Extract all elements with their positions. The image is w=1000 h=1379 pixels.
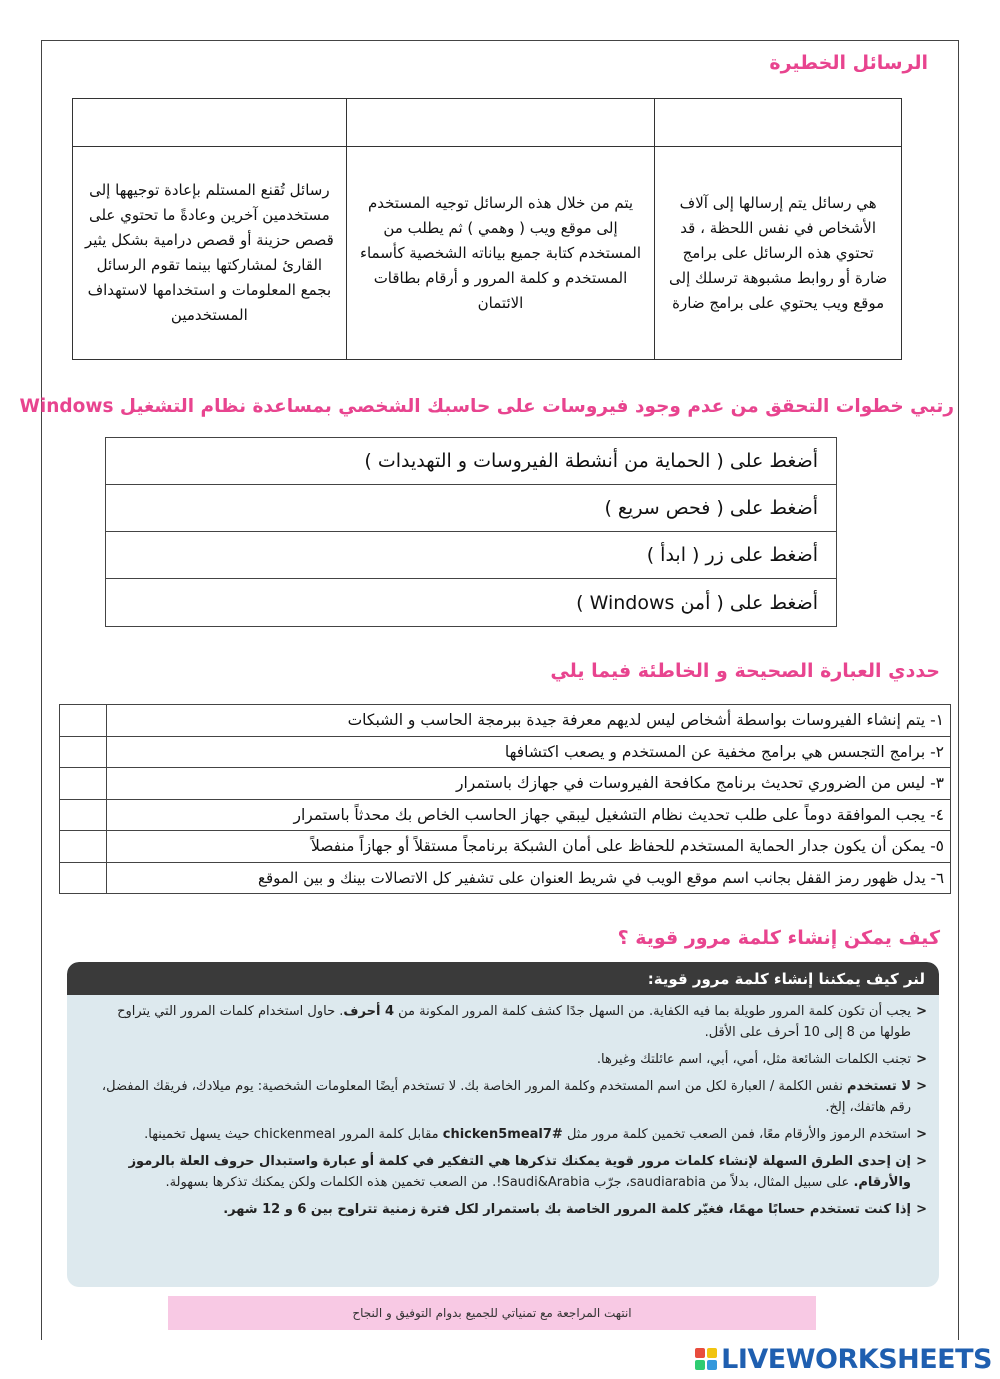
password-tips-list <box>67 995 939 1220</box>
tip-text: . حاول استخدام كلمات المرور التي يتراوح طولها من 8 إلى 10 أحرف على الأقل. <box>117 1004 911 1040</box>
order-step-text: أضغط على ( فحص سريع ) <box>604 497 818 519</box>
order-step-text: أضغط على ( الحماية من أنشطة الفيروسات و التهديدات ) <box>364 450 818 472</box>
section4-title: كيف يمكن إنشاء كلمة مرور قوية ؟ <box>617 927 940 949</box>
answer-box[interactable] <box>60 736 107 768</box>
true-false-table <box>59 704 951 894</box>
tip-bold: 4 أحرف <box>343 1004 394 1019</box>
list-item <box>89 1151 927 1193</box>
list-item <box>89 1199 927 1220</box>
order-step-text: أضغط على زر ( ابدأ ) <box>646 544 818 566</box>
password-tips-box <box>67 962 939 1287</box>
ordering-list <box>105 437 837 627</box>
logo-square-icon <box>695 1360 705 1370</box>
table-row <box>60 799 951 831</box>
answer-box[interactable] <box>60 831 107 863</box>
table-row <box>60 862 951 894</box>
tip-text: مقابل كلمة المرور chickenmeal حيث يسهل تخمينها. <box>144 1127 443 1142</box>
drop-slot-3[interactable] <box>73 99 347 147</box>
answer-box[interactable] <box>60 799 107 831</box>
statement-text: ٦- يدل ظهور رمز القفل بجانب اسم موقع الويب في شريط العنوان على تشفير كل الاتصالات بينك و بين الموقع <box>107 862 951 894</box>
statement-text: ٢- برامج التجسس هي برامج مخفية عن المستخدم و يصعب اكتشافها <box>107 736 951 768</box>
order-step[interactable] <box>106 438 836 485</box>
order-step[interactable] <box>106 532 836 579</box>
closing-note: انتهت المراجعة مع تمنياتي للجميع بدوام التوفيق و النجاح <box>168 1296 816 1330</box>
list-item <box>89 1076 927 1118</box>
drop-slot-1[interactable] <box>655 99 902 147</box>
tip-text: استخدم الرموز والأرقام معًا، فمن الصعب تخمين كلمة مرور مثل <box>562 1127 911 1142</box>
answer-box[interactable] <box>60 862 107 894</box>
messages-table <box>72 98 902 360</box>
logo-text: LIVEWORKSHEETS <box>721 1343 992 1375</box>
tip-text: على سبيل المثال، بدلاً من saudiarabia، جرّب Saudi&Arabia!. من الصعب تخمين هذه الكلمات ولكن يمكنك تذكرها بسهولة. <box>165 1175 854 1190</box>
answer-box[interactable] <box>60 705 107 737</box>
list-item <box>89 1124 927 1145</box>
order-step[interactable] <box>106 485 836 532</box>
logo-icon <box>695 1348 717 1370</box>
tip-bold: إذا كنت تستخدم حسابًا مهمًا، فغيّر كلمة المرور الخاصة بك باستمرار لكل فترة زمنية تتراوح بين 6 و 12 شهر. <box>223 1202 911 1217</box>
table-row <box>60 831 951 863</box>
password-tips-title: لنر كيف يمكننا إنشاء كلمة مرور قوية: <box>67 962 939 995</box>
tip-bold: لا تستخدم <box>846 1079 911 1094</box>
logo-square-icon <box>707 1348 717 1358</box>
answer-box[interactable] <box>60 768 107 800</box>
section1-title: الرسائل الخطيرة <box>769 52 928 74</box>
statement-text: ٣- ليس من الضروري تحديث برنامج مكافحة الفيروسات في جهازك باستمرار <box>107 768 951 800</box>
table-row <box>60 768 951 800</box>
table-row <box>60 736 951 768</box>
statement-text: ١- يتم إنشاء الفيروسات بواسطة أشخاص ليس لديهم معرفة جيدة ببرمجة الحاسب و الشبكات <box>107 705 951 737</box>
drop-slot-2[interactable] <box>346 99 655 147</box>
table-row <box>60 705 951 737</box>
section3-title: حددي العبارة الصحيحة و الخاطئة فيما يلي <box>550 660 940 682</box>
message-description-1: هي رسائل يتم إرسالها إلى آلاف الأشخاص في نفس اللحظة ، قد تحتوي هذه الرسائل على برامج ضارة أو روابط مشبوهة ترسلك إلى موقع ويب يحتوي على برامج ضارة <box>655 147 902 360</box>
logo-square-icon <box>695 1348 705 1358</box>
list-item <box>89 1001 927 1043</box>
liveworksheets-logo[interactable] <box>695 1343 992 1375</box>
statement-text: ٥- يمكن أن يكون جدار الحماية المستخدم للحفاظ على أمان الشبكة برنامجاً مستقلاً أو جهازاً منفصلاً <box>107 831 951 863</box>
logo-square-icon <box>707 1360 717 1370</box>
tip-bold: إن إحدى الطرق السهلة لإنشاء كلمات مرور قوية يمكنك تذكرها هي التفكير في كلمة أو عبارة واستبدال حروف العلة بالرموز والأرقام. <box>128 1154 911 1190</box>
statement-text: ٤- يجب الموافقة دوماً على طلب تحديث نظام التشغيل ليبقي جهاز الحاسب الخاص بك محدثاً باستمرار <box>107 799 951 831</box>
section2-title: رتبي خطوات التحقق من عدم وجود فيروسات على حاسبك الشخصي بمساعدة نظام التشغيل Windows <box>19 396 954 417</box>
tip-text: يجب أن تكون كلمة المرور طويلة بما فيه الكفاية. من السهل جدًا كشف كلمة المرور المكونة من <box>393 1004 911 1019</box>
order-step-text: أضغط على ( أمن Windows ) <box>576 591 818 614</box>
tip-text: تجنب الكلمات الشائعة مثل، أمي، أبي، اسم عائلتك وغيرها. <box>596 1052 911 1067</box>
message-description-3: رسائل تُقنع المستلم بإعادة توجيهها إلى مستخدمين آخرين وعادةً ما تحتوي على قصص حزينة أو قصص درامية بشكل يثير القارئ لمشاركتها بينما تقوم الرسائل بجمع المعلومات و استخدامها لاستهداف المستخدمين <box>73 147 347 360</box>
list-item <box>89 1049 927 1070</box>
tip-text: نفس الكلمة / العبارة لكل من اسم المستخدم وكلمة المرور الخاصة بك. لا تستخدم أيضًا المعلومات الشخصية: يوم ميلادك، فريقك المفضل، رقم هاتفك، إلخ. <box>101 1079 911 1115</box>
tip-bold: chicken5meal7# <box>442 1127 563 1142</box>
order-step[interactable] <box>106 579 836 626</box>
message-description-2: يتم من خلال هذه الرسائل توجيه المستخدم إلى موقع ويب ( وهمي ) ثم يطلب من المستخدم كتابة جميع بياناته الشخصية كأسماء المستخدم و كلمة المرور و أرقام بطاقات الائتمان <box>346 147 655 360</box>
